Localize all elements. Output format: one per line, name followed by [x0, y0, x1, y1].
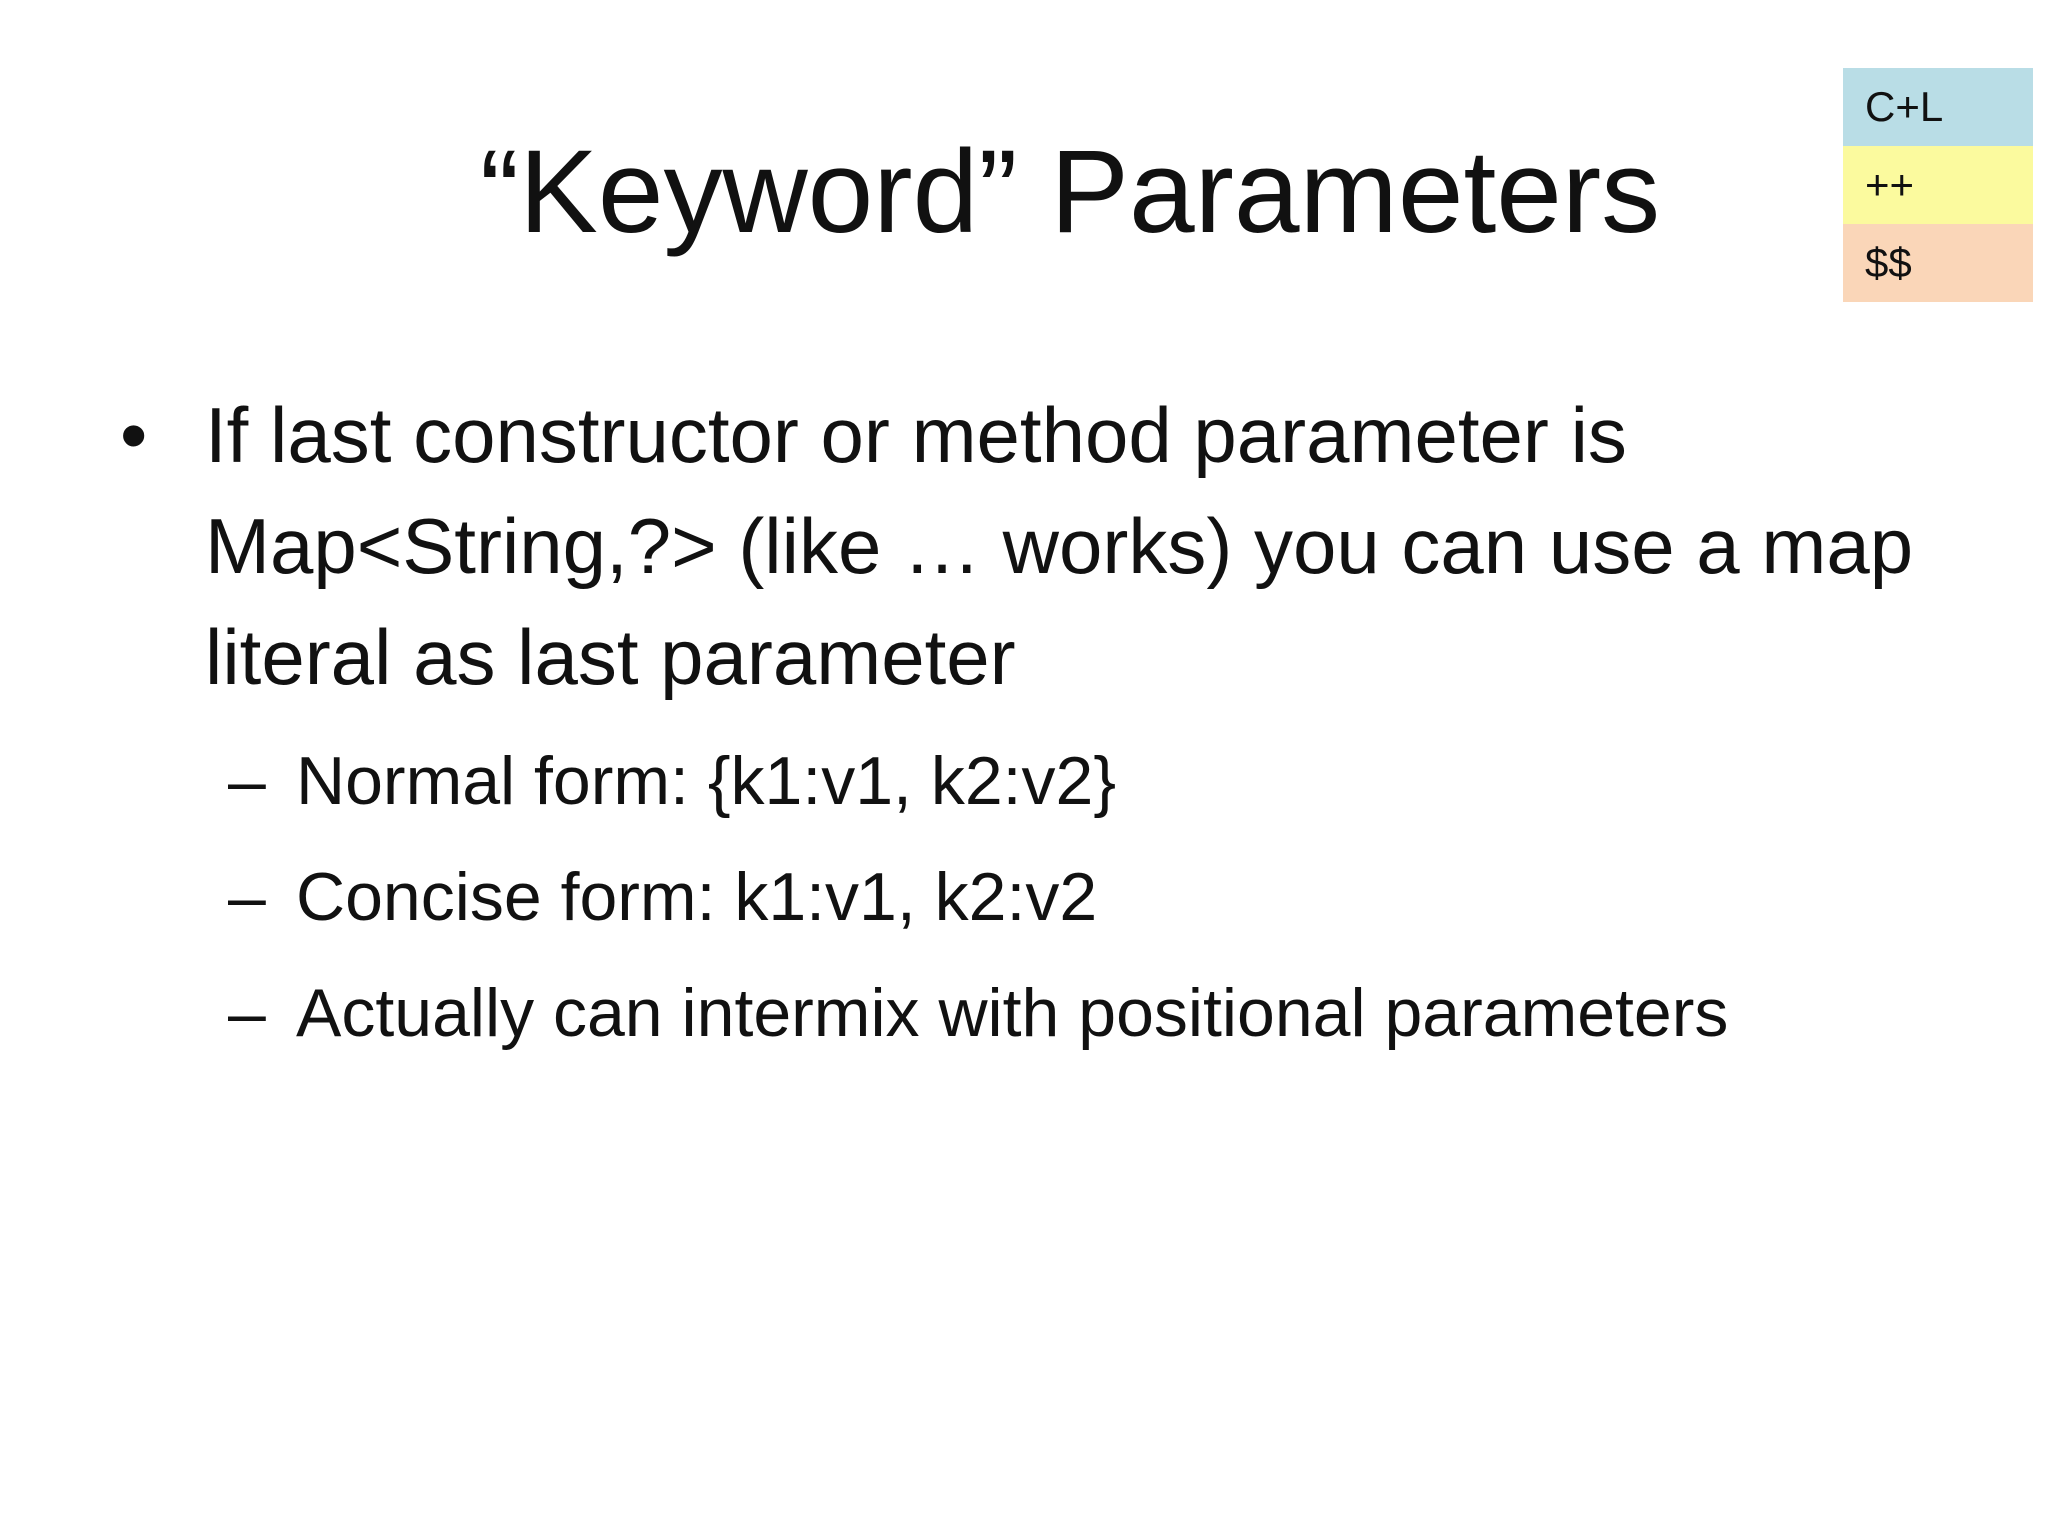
legend-label: ++ — [1865, 161, 1915, 208]
dash-marker: – — [228, 975, 266, 1051]
sub-bullet-text: Actually can intermix with positional parameters — [296, 975, 1729, 1051]
dash-marker: – — [228, 743, 266, 819]
bullet-marker: • — [120, 391, 148, 479]
slide-content — [120, 380, 1940, 1071]
slide-title: “Keyword” Parameters — [479, 126, 1661, 258]
sub-bullet-item — [228, 955, 1940, 1071]
sub-bullet-text: Concise form: k1:v1, k2:v2 — [296, 859, 1098, 935]
bullet-text: If last constructor or method parameter is Map<String,?> (like … works) you can use a map literal as last parameter — [205, 391, 1914, 701]
sub-bullet-text: Normal form: {k1:v1, k2:v2} — [296, 743, 1117, 819]
legend-label: $$ — [1865, 239, 1912, 286]
sub-bullet-item — [228, 839, 1940, 955]
sub-bullet-item — [228, 723, 1940, 839]
dash-marker: – — [228, 859, 266, 935]
legend-label: C+L — [1865, 83, 1944, 130]
sub-bullet-list — [120, 723, 1940, 1071]
bullet-item — [120, 380, 1940, 713]
